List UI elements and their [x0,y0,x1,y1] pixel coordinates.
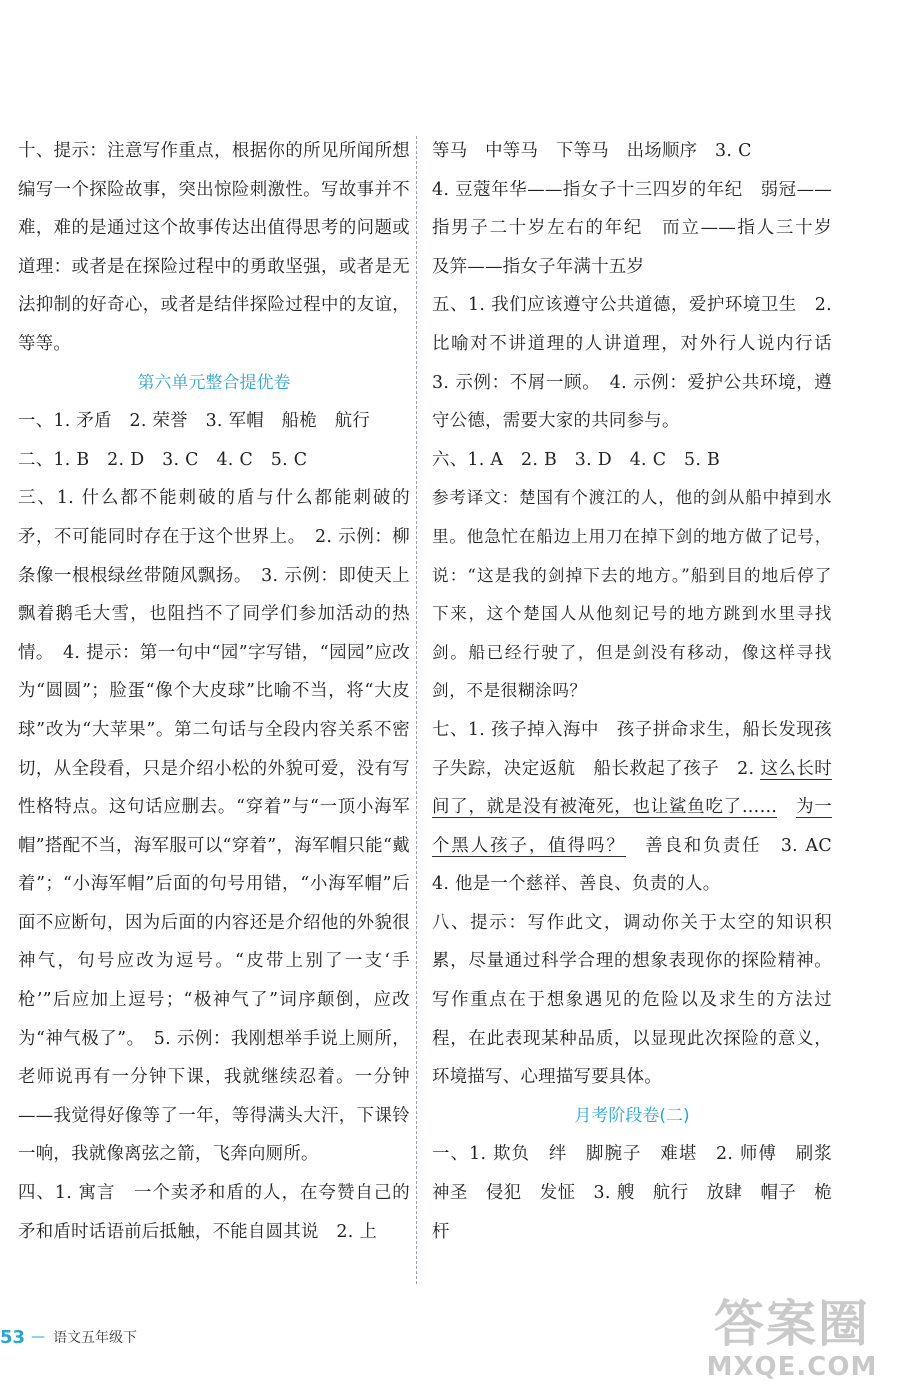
answer-part-seven [432,711,850,904]
watermark-url: MXQE.COM [706,1352,878,1382]
answer-part-two: 二、1. B 2. D 3. C 4. C 5. C [18,449,308,470]
underlined-sentence-2: 为一个黑人孩子，值得吗？ [432,797,832,856]
section-heading-monthly-test: 月考阶段卷(二) [574,1105,690,1126]
page-number: 53 [0,1326,26,1348]
underlined-sentence-1: 这么长时间了，就是没有被淹死，也让鲨鱼吃了…… [432,758,832,818]
part-seven-text-b: 善良和负责任 3. AC 4. 他是一个慈祥、善良、负责的人。 [432,835,850,895]
left-column [18,132,410,1251]
right-column [432,132,850,1251]
essay-hint-eight: 八、提示：写作此文，调动你关于太空的知识积累，尽量通过科学合理的想象表现你的探险精神。写作重点在于想象遇见的危险以及求生的方法过程，在此表现某种品质，以显现此次探险的意义，环境描写、心理描写要具体。 [432,912,832,1088]
reference-translation: 参考译文：楚国有个渡江的人，他的剑从船中掉到水里。他急忙在船边上用刀在掉下剑的地方做了记号，说：“这是我的剑掉下去的地方。”船到目的地后停了下来，这个楚国人从他刻记号的地方跳到水里寻找剑。船已经行驶了，但是剑没有移动，像这样寻找剑，不是很糊涂吗？ [432,488,832,701]
answer-part-four: 四、1. 寓言 一个卖矛和盾的人，在夸赞自己的矛和盾时话语前后抵触，不能自圆其说 2. 上 [18,1183,410,1242]
essay-hint-ten: 十、提示：注意写作重点，根据你的所见所闻所想编写一个探险故事，突出惊险刺激性。写故事并不难，难的是通过这个故事传达出值得思考的问题或道理：或者是在探险过程中的勇敢坚强，或者是无法抑制的好奇心，或者是结伴探险过程中的友谊，等等。 [18,141,410,354]
section-heading-unit-six: 第六单元整合提优卷 [137,372,291,393]
page-footer [0,1322,137,1352]
watermark-logo-text: 答案圈 [714,1295,870,1353]
answer-part-three: 三、1. 什么都不能刺破的盾与什么都能刺破的矛，不可能同时存在于这个世界上。 2. 示例：柳条像一根根绿丝带随风飘扬。 3. 示例：即使天上飘着鹅毛大雪，也阻挡不了同学们参加活动的热情。 4. 提示：第一句中“园”字写错，“园园”应改为“圆圆”；脸蛋“像个大皮球”比喻不当，将“大皮球”改为“大苹果”。第二句话与全段内容关系不密切，从全段看，只是介绍小松的外貌可爱，没有写性格特点。这句话应删去。“穿着”与“一顶小海军帽”搭配不当，海军服可以“穿着”，海军帽只能“戴着”；“小海军帽”后面的句号用错，“小海军帽”后面不应断句，因为后面的内容还是介绍他的外貌很神气，句号应改为逗号。“皮带上别了一支‘手枪’”后应加上逗号；“极神气了”词序颠倒，应改为“神气极了”。 5. 示例：我刚想举手说上厕所，老师说再有一分钟下课，我就继续忍着。一分钟——我觉得好像等了一年，等得满头大汗，下课铃一响，我就像离弦之箭，飞奔向厕所。 [18,488,410,1165]
footer-dash: — [31,1329,46,1345]
part-seven-text-a: 七、1. 孩子掉入海中 孩子拼命求生，船长发现孩子失踪，决定返航 船长救起了孩子 2. [432,719,832,779]
answer-part-six: 六、1. A 2. B 3. D 4. C 5. B [432,449,721,470]
answer-monthly-part-one: 一、1. 欺负 绊 脚腕子 难堪 2. 师傅 刷浆 神圣 侵犯 发怔 3. 艘 航行 放肆 帽子 桅杆 [432,1144,850,1242]
answer-horse-order: 等马 中等马 下等马 出场顺序 3. C [432,141,752,161]
answer-part-five: 五、1. 我们应该遵守公共道德，爱护环境卫生 2. 比喻对不讲道理的人讲道理，对外行人说内行话 3. 示例：不屑一顾。 4. 示例：爱护公共环境，遵守公德，需要大家的共同参与。 [432,295,850,432]
answer-part-one: 一、1. 矛盾 2. 荣誉 3. 军帽 船桅 航行 [18,411,371,432]
site-watermark [692,1296,892,1388]
footer-subject: 语文五年级下 [53,1330,138,1346]
column-divider [416,136,417,1284]
answer-age-terms: 4. 豆蔻年华——指女子十三四岁的年纪 弱冠——指男子二十岁左右的年纪 而立——指人三十岁 及笄——指女子年满十五岁 [432,179,850,277]
part-seven-gap [777,797,796,817]
